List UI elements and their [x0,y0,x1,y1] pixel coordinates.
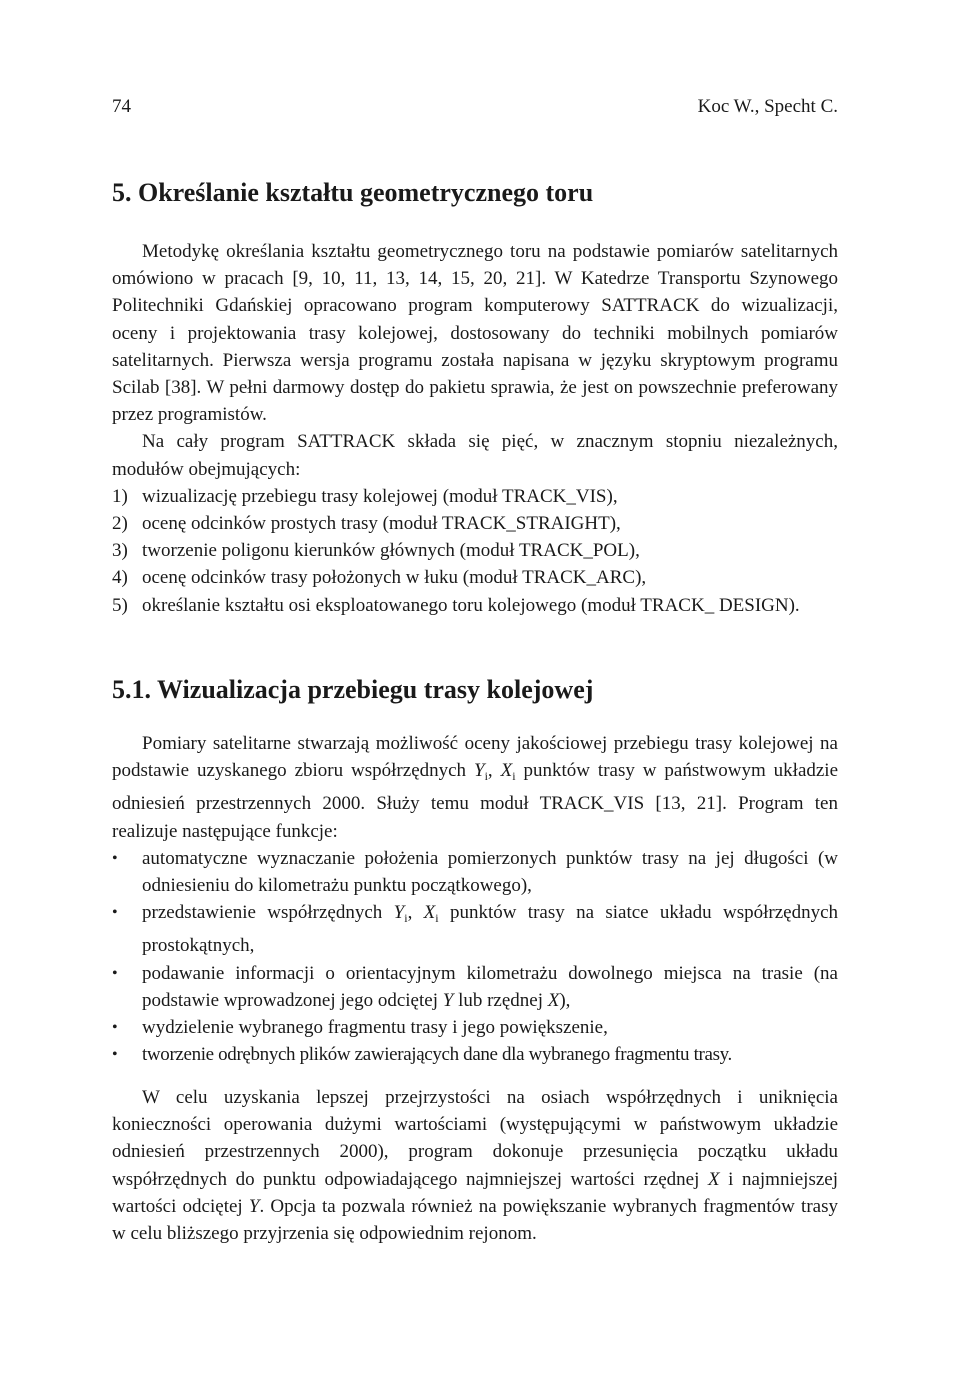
list-item-text: tworzenie poligonu kierunków głównych (moduł TRACK_POL), [142,540,640,562]
list-item-text: automatyczne wyznaczanie położenia pomierzonych punktów trasy na jej długości (w odniesieniu do kilometrażu punktu początkowego), [142,847,838,897]
section-5-heading: 5. Określanie kształtu geometrycznego toru [112,178,594,207]
list-item-text: wizualizację przebiegu trasy kolejowej (moduł TRACK_VIS), [142,485,618,507]
paragraph-text: . Opcja ta pozwala również na powiększanie wybranych fragmentów trasy w celu bliższego przyjrzenia się odpowiednim rejonom. [112,1195,838,1245]
function-list [112,845,838,1069]
list-number: 1) [112,485,128,507]
list-item-text: wydzielenie wybranego fragmentu trasy i jego powiększenie, [142,1017,608,1039]
function-list-item [112,899,838,959]
variable-y: Y [393,902,405,924]
bullet-icon: • [112,1046,118,1064]
variable-x: X [707,1168,720,1190]
section-5-body [112,238,838,619]
separator-comma: , [487,760,501,782]
section-5-1-body-2 [112,1084,838,1247]
module-list [112,483,838,619]
section-5-1-heading: 5.1. Wizualizacja przebiegu trasy kolejowej [112,675,594,704]
variable-x: X [547,989,560,1011]
section-5-1-paragraph-2 [112,1084,838,1247]
paragraph-text: Pomiary satelitarne stwarzają możliwość oceny jakościowej przebiegu trasy kolejowej na podstawie uzyskanego zbioru współrzędnych [112,733,838,782]
bullet-icon: • [112,1019,118,1037]
module-list-item [112,592,838,619]
function-list-item [112,1041,838,1068]
bullet-icon: • [112,904,118,922]
module-list-item [112,564,838,591]
list-item-text: ocenę odcinków trasy położonych w łuku (moduł TRACK_ARC), [142,567,647,589]
list-item-text: ocenę odcinków prostych trasy (moduł TRACK_STRAIGHT), [142,513,621,535]
module-list-item [112,537,838,564]
function-list-item [112,845,838,899]
section-5-paragraph-2: Na cały program SATTRACK składa się pięć, w znacznym stopniu niezależnych, modułów obejmujących: [112,431,838,480]
subscript-i: i [404,911,408,926]
list-number: 2) [112,513,128,535]
section-5-paragraph-1: Metodykę określania kształtu geometrycznego toru na podstawie pomiarów satelitarnych omówiono w pracach [9, 10, 11, 13, 14, 15, 20, 21]. W Katedrze Transportu Szynowego Politechniki Gdańskiej opracowano program komputerowy SATTRACK do wizualizacji, oceny i projektowania trasy kolejowej, dostosowany do techniki mobilnych pomiarów satelitarnych. Pierwsza wersja programu została napisana w języku skryptowym programu Scilab [38]. W pełni darmowy dostęp do pakietu sprawia, że jest on powszechnie preferowany przez programistów. [112,241,838,426]
subscript-i: i [435,911,439,926]
variable-y: Y [474,760,485,782]
list-number: 4) [112,567,128,589]
variable-x: X [423,902,436,924]
bullet-icon: • [112,964,118,982]
list-number: 5) [112,594,128,616]
function-list-item [112,1014,838,1041]
subscript-i: i [512,769,516,784]
list-item-text: określanie kształtu osi eksploatowanego toru kolejowego (moduł TRACK_ DESIGN). [142,594,800,616]
variable-y: Y [442,989,454,1011]
function-list-item [112,960,838,1014]
list-item-text: podawanie informacji o orientacyjnym kilometrażu dowolnego miejsca na trasie (na podstawie wprowadzonej jego odciętej [142,962,838,1011]
paragraph-text: W celu uzyskania lepszej przejrzystości na osiach współrzędnych i uniknięcia konieczności operowania dużymi wartościami (występującymi w państwowym układzie odniesień przestrzennych 2000), program dokonuje przesunięcia początku układu współrzędnych do punktu odpowiadającego najmniejszej wartości rzędnej [112,1087,838,1190]
module-list-item [112,510,838,537]
page-number: 74 [112,96,131,117]
variable-y: Y [248,1195,260,1217]
module-list-item [112,483,838,510]
running-head: Koc W., Specht C. [697,96,838,117]
bullet-icon: • [112,849,118,867]
list-item-text: tworzenie odrębnych plików zawierających dane dla wybranego fragmentu trasy. [142,1044,732,1066]
list-item-text: przedstawienie współrzędnych [142,902,394,924]
variable-x: X [500,760,513,782]
subscript-i: i [484,769,488,784]
list-item-text: lub rzędnej [453,989,548,1011]
paragraph-text: punktów trasy w państwowym układzie odniesień przestrzennych 2000. Służy temu moduł TRACK_VIS [13, 21]. Program ten realizuje następujące funkcje: [112,760,839,842]
list-item-text: ), [559,989,571,1011]
paragraph-text: i najmniejszej wartości odciętej [112,1168,838,1217]
separator-comma: , [407,902,424,924]
page-header [112,96,838,124]
list-item-text: punktów trasy na siatce układu współrzędnych prostokątnych, [142,902,839,957]
section-5-1-body [112,730,838,1068]
list-number: 3) [112,540,128,562]
section-5-1-paragraph-1 [112,730,838,845]
